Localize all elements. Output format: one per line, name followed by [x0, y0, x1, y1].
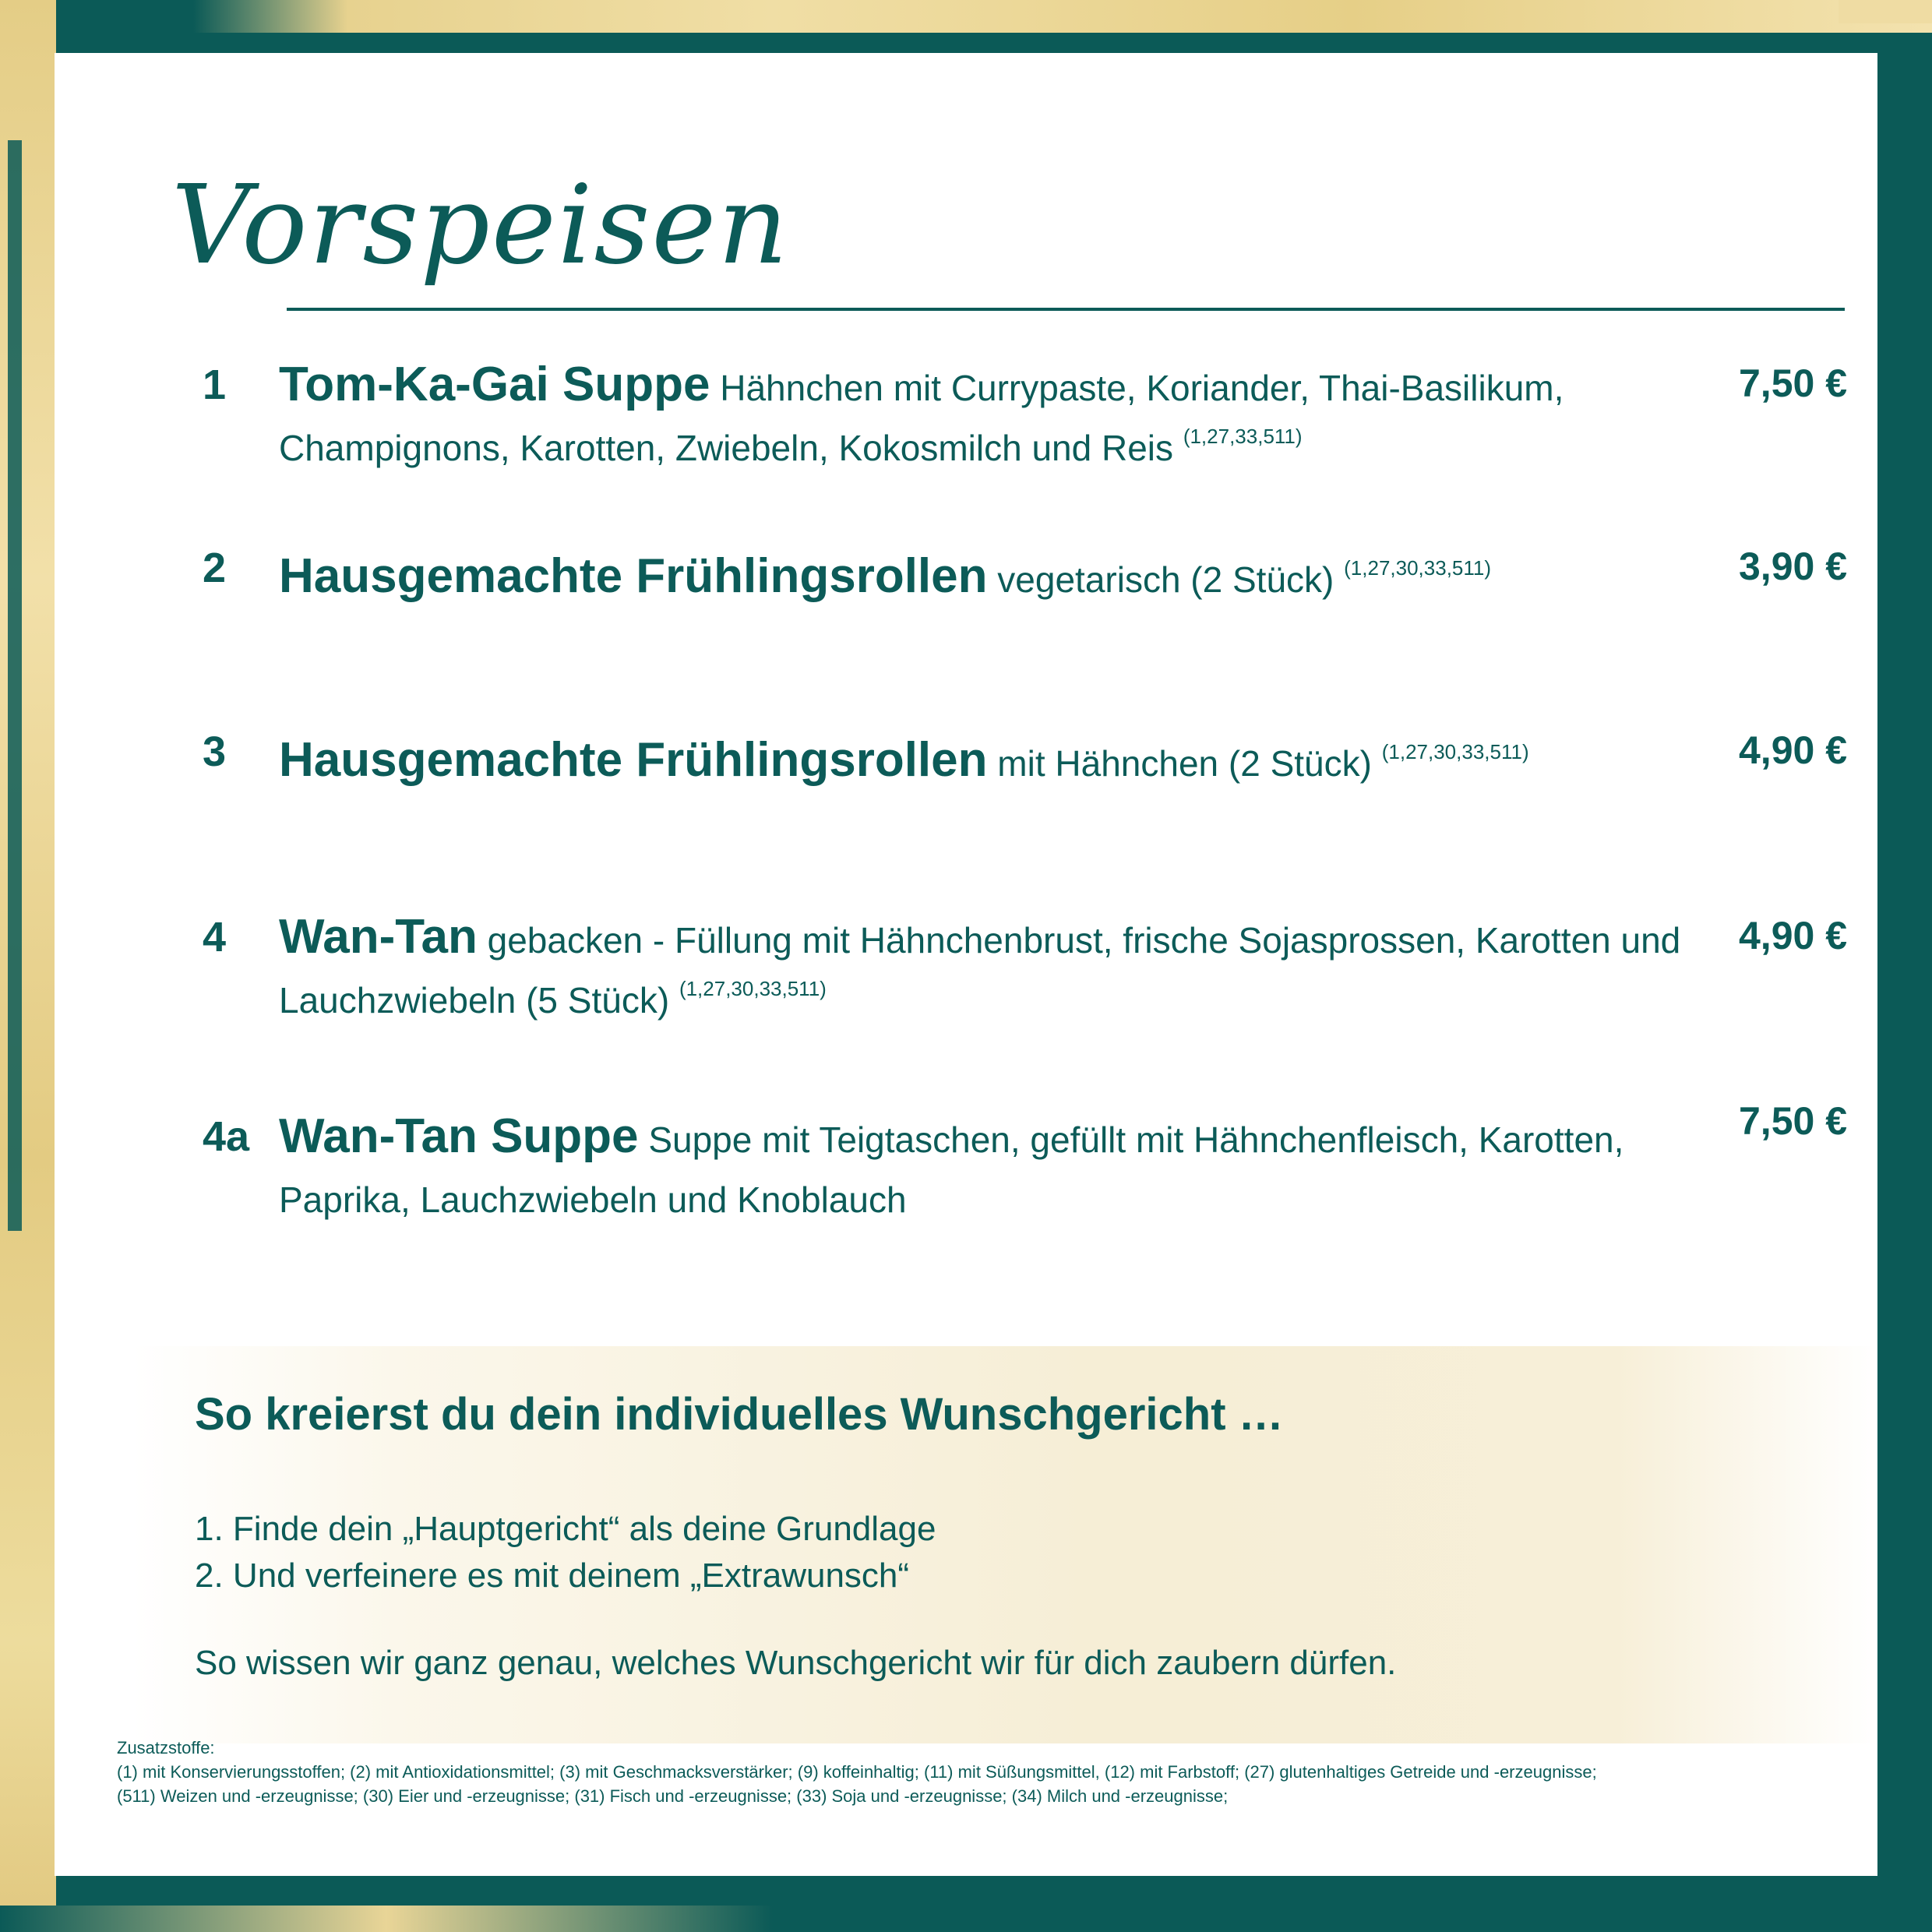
item-price: 7,50 € [1739, 361, 1848, 405]
item-description: Suppe mit Teigtaschen, gefüllt mit Hähnchenfleisch, Karotten, Paprika, Lauchzwiebeln und Knoblauch [279, 1119, 1624, 1220]
frame-border-top [0, 0, 1932, 33]
frame-border-bottom [0, 1906, 1932, 1932]
item-description: mit Hähnchen (2 Stück) [997, 743, 1372, 784]
page-title: Vorspeisen [171, 162, 790, 289]
item-price: 3,90 € [1739, 545, 1848, 588]
item-name: Wan-Tan Suppe [279, 1109, 639, 1163]
item-number: 2 [203, 545, 227, 591]
item-text [279, 728, 1743, 788]
item-name: Hausgemachte Frühlingsrollen [279, 549, 988, 603]
frame-border-left-stroke [8, 140, 22, 1231]
item-name: Wan-Tan [279, 910, 478, 964]
title-underline [287, 308, 1845, 311]
additives-line-1: (1) mit Konservierungsstoffen; (2) mit Antioxidationsmittel; (3) mit Geschmacksverstärker; (9) koffeinhaltig; (11) mit Süßungsmittel, (12) mit Farbstoff; (27) glutenhaltiges Getreide und -erzeugnisse; [117, 1762, 1597, 1782]
item-number: 1 [203, 361, 227, 408]
wish-footer: So wissen wir ganz genau, welches Wunschgericht wir für dich zaubern dürfen. [195, 1644, 1397, 1682]
wish-step-1: 1. Finde dein „Hauptgericht“ als deine Grundlage [195, 1510, 936, 1548]
additives-label: Zusatzstoffe: [117, 1738, 215, 1757]
item-name: Tom-Ka-Gai Suppe [279, 358, 710, 411]
item-allergens: (1,27,30,33,511) [1381, 740, 1529, 763]
item-text [279, 1109, 1743, 1224]
additives-note [117, 1736, 1831, 1808]
item-allergens: (1,27,33,511) [1183, 425, 1303, 448]
item-allergens: (1,27,30,33,511) [1344, 556, 1492, 580]
item-price: 7,50 € [1739, 1099, 1848, 1143]
item-description: gebacken - Füllung mit Hähnchenbrust, frische Sojasprossen, Karotten und Lauchzwiebeln (5 Stück) [279, 920, 1681, 1021]
item-price: 4,90 € [1739, 728, 1848, 772]
wish-title: So kreierst du dein individuelles Wunschgericht … [195, 1389, 1284, 1440]
item-description: Hähnchen mit Currypaste, Koriander, Thai-Basilikum, Champignons, Karotten, Zwiebeln, Kokosmilch und Reis [279, 368, 1564, 468]
wish-info-box [132, 1346, 1877, 1743]
item-number: 3 [203, 728, 227, 775]
wish-step-2: 2. Und verfeinere es mit deinem „Extrawunsch“ [195, 1557, 910, 1595]
item-number: 4 [203, 914, 227, 961]
item-text [279, 910, 1743, 1024]
item-description: vegetarisch (2 Stück) [997, 559, 1334, 600]
item-text [279, 544, 1743, 604]
item-number: 4a [203, 1113, 250, 1160]
frame-border-corner [1839, 0, 1932, 23]
additives-line-2: (511) Weizen und -erzeugnisse; (30) Eier und -erzeugnisse; (31) Fisch und -erzeugnisse; (33) Soja und -erzeugnisse; (34) Milch und -erzeugnisse; [117, 1786, 1229, 1806]
menu-page [55, 53, 1877, 1876]
item-allergens: (1,27,30,33,511) [679, 977, 827, 1000]
item-name: Hausgemachte Frühlingsrollen [279, 733, 988, 787]
item-price: 4,90 € [1739, 914, 1848, 957]
item-text [279, 358, 1743, 472]
